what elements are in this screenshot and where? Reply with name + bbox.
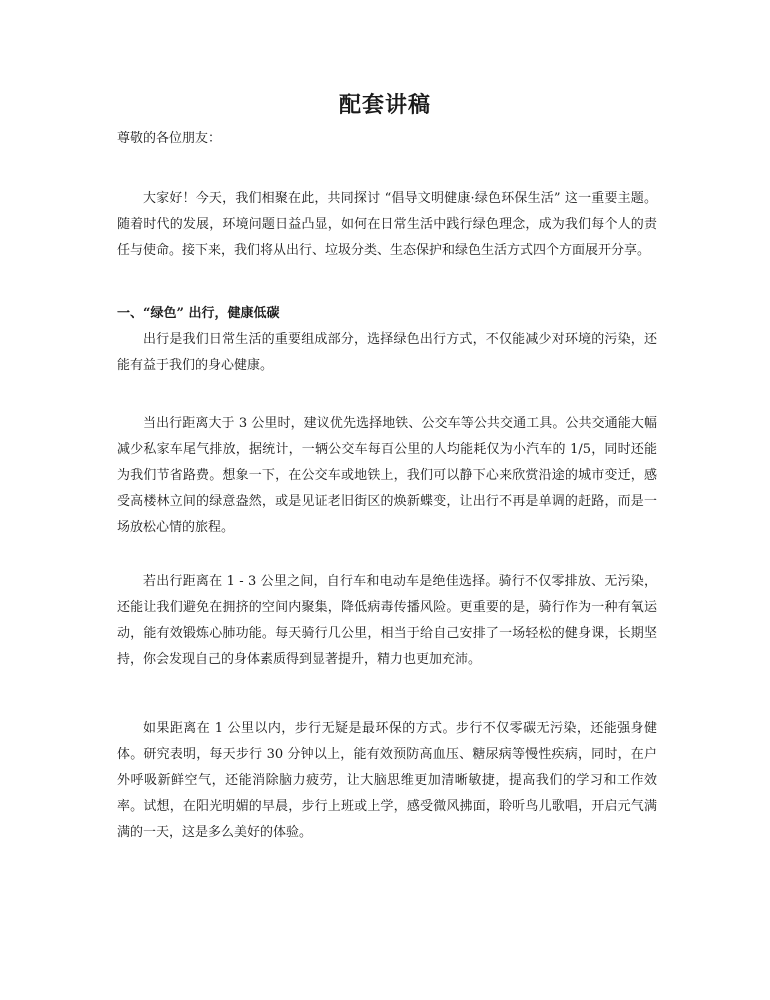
body-paragraph: 出行是我们日常生活的重要组成部分，选择绿色出行方式，不仅能减少对环境的污染，还能有益于我们的身心健康。 — [117, 332, 657, 373]
greeting: 尊敬的各位朋友： — [117, 131, 222, 146]
section-heading: 一、“绿色” 出行，健康低碳 — [117, 306, 280, 321]
body-paragraph: 当出行距离大于 3 公里时，建议优先选择地铁、公交车等公共交通工具。公共交通能大幅减少私家车尾气排放，据统计，一辆公交车每百公里的人均能耗仅为小汽车的 1/5，同时还能为我们节省路费。想象一下，在公交车或地铁上，我们可以静下心来欣赏沿途的城市变迁，感受高楼林立间的绿意盎然，或是见证老旧街区的焕新蝶变，让出行不再是单调的赶路，而是一场放松心情的旅程。 — [117, 416, 657, 535]
document-title: 配套讲稿 — [338, 92, 431, 118]
intro-paragraph: 大家好！今天，我们相聚在此，共同探讨 “倡导文明健康·绿色环保生活” 这一重要主题。随着时代的发展，环境问题日益凸显，如何在日常生活中践行绿色理念，成为我们每个人的责任与使命。接下来，我们将从出行、垃圾分类、生态保护和绿色生活方式四个方面展开分享。 — [117, 191, 657, 258]
body-paragraph: 若出行距离在 1 - 3 公里之间，自行车和电动车是绝佳选择。骑行不仅零排放、无污染，还能让我们避免在拥挤的空间内聚集，降低病毒传播风险。更重要的是，骑行作为一种有氧运动，能有效锻炼心肺功能。每天骑行几公里，相当于给自己安排了一场轻松的健身课，长期坚持，你会发现自己的身体素质得到显著提升，精力也更加充沛。 — [117, 574, 657, 667]
body-paragraph: 如果距离在 1 公里以内，步行无疑是最环保的方式。步行不仅零碳无污染，还能强身健体。研究表明，每天步行 30 分钟以上，能有效预防高血压、糖尿病等慢性疾病，同时，在户外呼吸新鲜空气，还能消除脑力疲劳，让大脑思维更加清晰敏捷，提高我们的学习和工作效率。试想，在阳光明媚的早晨，步行上班或上学，感受微风拂面，聆听鸟儿歌唱，开启元气满满的一天，这是多么美好的体验。 — [117, 721, 657, 840]
